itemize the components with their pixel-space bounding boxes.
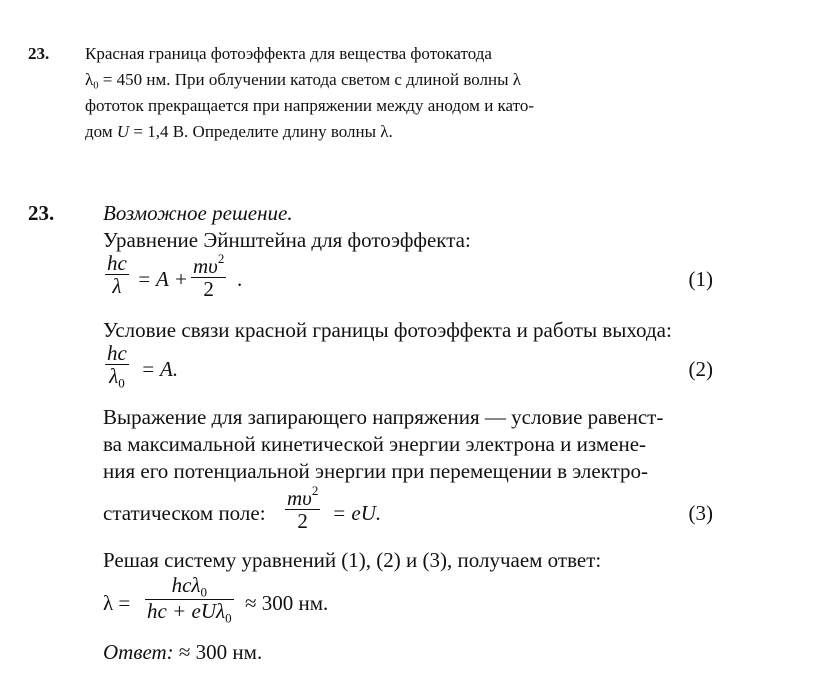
- superscript-2: 2: [217, 251, 225, 266]
- lambda-symbol: λ: [380, 122, 389, 141]
- equation-label-3: (3): [688, 501, 713, 525]
- answer-line: [103, 638, 262, 666]
- answer-label: Ответ:: [103, 640, 174, 664]
- fraction-hc-over-lambda: [105, 252, 129, 297]
- equation-label-2: (2): [688, 357, 713, 381]
- answer-value: ≈ 300 нм.: [178, 640, 263, 664]
- hc-plus-eu-lambda: hc + eUλ: [147, 599, 226, 624]
- result-fraction: [145, 574, 234, 625]
- subscript-zero: 0: [200, 584, 208, 600]
- numerator: hc: [107, 341, 127, 365]
- numerator: [191, 252, 226, 278]
- equation-3: [103, 484, 713, 540]
- system-intro: Решая систему уравнений (1), (2) и (3), получаем ответ:: [103, 548, 602, 572]
- denominator: 2: [297, 508, 308, 533]
- denominator: [145, 600, 234, 625]
- subscript-zero: 0: [118, 375, 125, 391]
- problem-line-4: [85, 119, 393, 145]
- lambda: λ: [109, 364, 119, 389]
- equation-2: [103, 342, 713, 396]
- denominator: λ: [112, 274, 122, 299]
- problem-line-4-start: дом: [85, 122, 113, 141]
- superscript-2: 2: [311, 483, 319, 498]
- equals-a-plus: = A +: [137, 267, 188, 291]
- numerator: [285, 484, 320, 510]
- red-limit-intro: Условие связи красной границы фотоэффекта и работы выхода:: [103, 318, 672, 342]
- stopping-last-text: статическом поле:: [103, 501, 266, 525]
- problem-number: 23.: [28, 44, 50, 63]
- equals-eu: = eU.: [332, 501, 382, 525]
- equation-1: [103, 252, 713, 306]
- stopping-line-2: ва максимальной кинетической энергии электрона и измене-: [103, 432, 647, 456]
- solution-number: 23.: [28, 201, 55, 225]
- problem-line-2-text: = 450 нм. При облучении катода светом с длиной волны: [102, 70, 509, 89]
- equals-a: = A.: [141, 357, 179, 381]
- solution-heading: Возможное решение.: [103, 201, 293, 225]
- einstein-intro: Уравнение Эйнштейна для фотоэффекта:: [103, 228, 471, 252]
- numerator: [145, 574, 234, 600]
- denominator: 2: [203, 276, 214, 301]
- stopping-line-1: Выражение для запирающего напряжения — условие равенст-: [103, 405, 664, 429]
- problem-line-3: фототок прекращается при напряжении между анодом и като-: [85, 96, 535, 115]
- mv: mυ: [193, 253, 218, 278]
- hc-lambda: hcλ: [171, 573, 201, 597]
- lambda-symbol: λ: [512, 70, 522, 89]
- problem-line-4-text: = 1,4 В. Определите длину волны: [133, 122, 377, 141]
- fraction-kinetic-energy: [191, 252, 226, 300]
- fraction-kinetic-energy: [285, 484, 320, 532]
- period: .: [388, 122, 393, 141]
- result-formula: [103, 574, 713, 632]
- equation-label-1: (1): [688, 267, 713, 291]
- numerator: hc: [107, 251, 127, 275]
- stopping-line-3: ния его потенциальной энергии при перемещении в электро-: [103, 459, 649, 483]
- denominator: [105, 365, 129, 390]
- mv: mυ: [287, 485, 312, 510]
- voltage-symbol: U: [116, 122, 130, 141]
- result-approx: ≈ 300 нм.: [245, 591, 329, 615]
- lambda-equals: λ =: [103, 591, 131, 615]
- lambda-symbol: λ: [85, 70, 94, 89]
- fraction-hc-over-lambda0: [105, 342, 129, 390]
- period: .: [237, 267, 243, 291]
- subscript-zero: 0: [93, 80, 99, 92]
- subscript-zero: 0: [225, 610, 232, 626]
- problem-line-1: Красная граница фотоэффекта для вещества фотокатода: [85, 44, 492, 63]
